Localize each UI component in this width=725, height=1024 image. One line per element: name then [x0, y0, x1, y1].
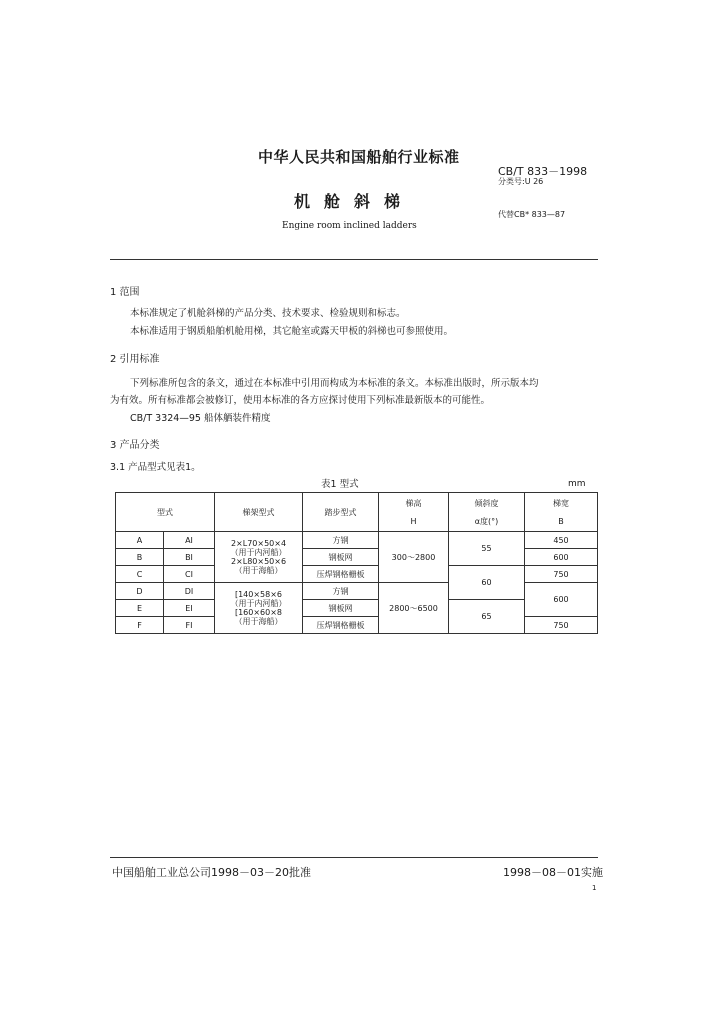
header-width [525, 493, 598, 532]
stringer-spec: 2×L80×50×6 [230, 557, 287, 566]
header-height-symbol: H [410, 516, 417, 526]
table-unit: mm [568, 479, 586, 489]
stringer-note: （用于内河船） [230, 548, 287, 557]
table-row [116, 549, 598, 566]
section-1-paragraph: 本标准规定了机舱斜梯的产品分类、技术要求、检验规则和标志。 [130, 308, 406, 319]
table-row [116, 617, 598, 634]
referenced-standard: CB/T 3324—95 船体舾装件精度 [130, 413, 271, 424]
table-row [116, 583, 598, 600]
table-row [116, 566, 598, 583]
width-cell: 750 [525, 566, 598, 583]
header-tread: 踏步型式 [303, 493, 379, 532]
angle-cell: 55 [449, 532, 525, 566]
type-cell: CI [164, 566, 215, 583]
header-width-symbol: B [558, 516, 564, 526]
width-cell: 450 [525, 532, 598, 549]
stringer-spec: 2×L70×50×4 [230, 539, 287, 548]
header-angle [449, 493, 525, 532]
header-height [379, 493, 449, 532]
implementation-date: 1998－08－01实施 [503, 866, 603, 879]
type-cell: E [116, 600, 164, 617]
width-cell: 600 [525, 549, 598, 566]
tread-cell: 方钢 [303, 583, 379, 600]
standard-title: 中华人民共和国船舶行业标准 [258, 148, 460, 166]
table-header-row [116, 493, 598, 532]
width-cell: 600 [525, 583, 598, 617]
table-row [116, 532, 598, 549]
section-2-paragraph: 下列标准所包含的条文，通过在本标准中引用而构成为本标准的条文。本标准出版时，所示版本均 [130, 378, 539, 389]
classification-number: 分类号:U 26 [498, 177, 544, 186]
type-cell: B [116, 549, 164, 566]
section-3-heading: 3 产品分类 [110, 440, 160, 451]
height-cell: 2800～6500 [379, 583, 449, 634]
header-type: 型式 [116, 493, 215, 532]
header-width-label: 梯宽 [553, 498, 569, 508]
type-cell: F [116, 617, 164, 634]
type-cell: D [116, 583, 164, 600]
tread-cell: 钢板网 [303, 600, 379, 617]
footer-divider [110, 857, 598, 858]
document-title-english: Engine room inclined ladders [282, 221, 417, 231]
height-cell: 300～2800 [379, 532, 449, 583]
approval-date: 中国船舶工业总公司1998－03－20批准 [112, 866, 311, 879]
type-cell: A [116, 532, 164, 549]
type-cell: DI [164, 583, 215, 600]
header-divider [110, 259, 598, 260]
type-cell: FI [164, 617, 215, 634]
stringer-cell [215, 583, 303, 634]
header-stringer: 梯架型式 [215, 493, 303, 532]
document-title: 机舱斜梯 [294, 192, 415, 211]
standard-code: CB/T 833－1998 [498, 165, 588, 178]
angle-cell: 65 [449, 600, 525, 634]
tread-cell: 压焊钢格栅板 [303, 566, 379, 583]
header-angle-label: 倾斜度 [474, 498, 499, 508]
type-cell: EI [164, 600, 215, 617]
stringer-note: （用于内河船） [230, 599, 287, 608]
width-cell: 750 [525, 617, 598, 634]
header-angle-symbol: α度(°) [474, 516, 499, 526]
stringer-note: （用于海船） [234, 617, 283, 626]
table-caption: 表1 型式 [321, 479, 359, 490]
type-cell: AI [164, 532, 215, 549]
tread-cell: 钢板网 [303, 549, 379, 566]
type-cell: BI [164, 549, 215, 566]
stringer-note: （用于海船） [234, 566, 283, 575]
angle-cell: 60 [449, 566, 525, 600]
page-number: 1 [592, 884, 597, 892]
type-cell: C [116, 566, 164, 583]
tread-cell: 方钢 [303, 532, 379, 549]
stringer-spec: [160×60×8 [234, 608, 283, 617]
stringer-cell [215, 532, 303, 583]
replaces-standard: 代替CB* 833—87 [498, 210, 566, 219]
stringer-spec: [140×58×6 [234, 590, 283, 599]
section-2-heading: 2 引用标准 [110, 354, 160, 365]
tread-cell: 压焊钢格栅板 [303, 617, 379, 634]
ladder-type-table [115, 492, 598, 634]
header-height-label: 梯高 [405, 498, 422, 508]
subsection-3-1: 3.1 产品型式见表1。 [110, 462, 201, 473]
section-1-heading: 1 范围 [110, 287, 140, 298]
section-1-paragraph: 本标准适用于钢质船舶机舱用梯，其它舱室或露天甲板的斜梯也可参照使用。 [130, 326, 454, 337]
section-2-paragraph: 为有效。所有标准都会被修订，使用本标准的各方应探讨使用下列标准最新版本的可能性。 [110, 395, 491, 406]
